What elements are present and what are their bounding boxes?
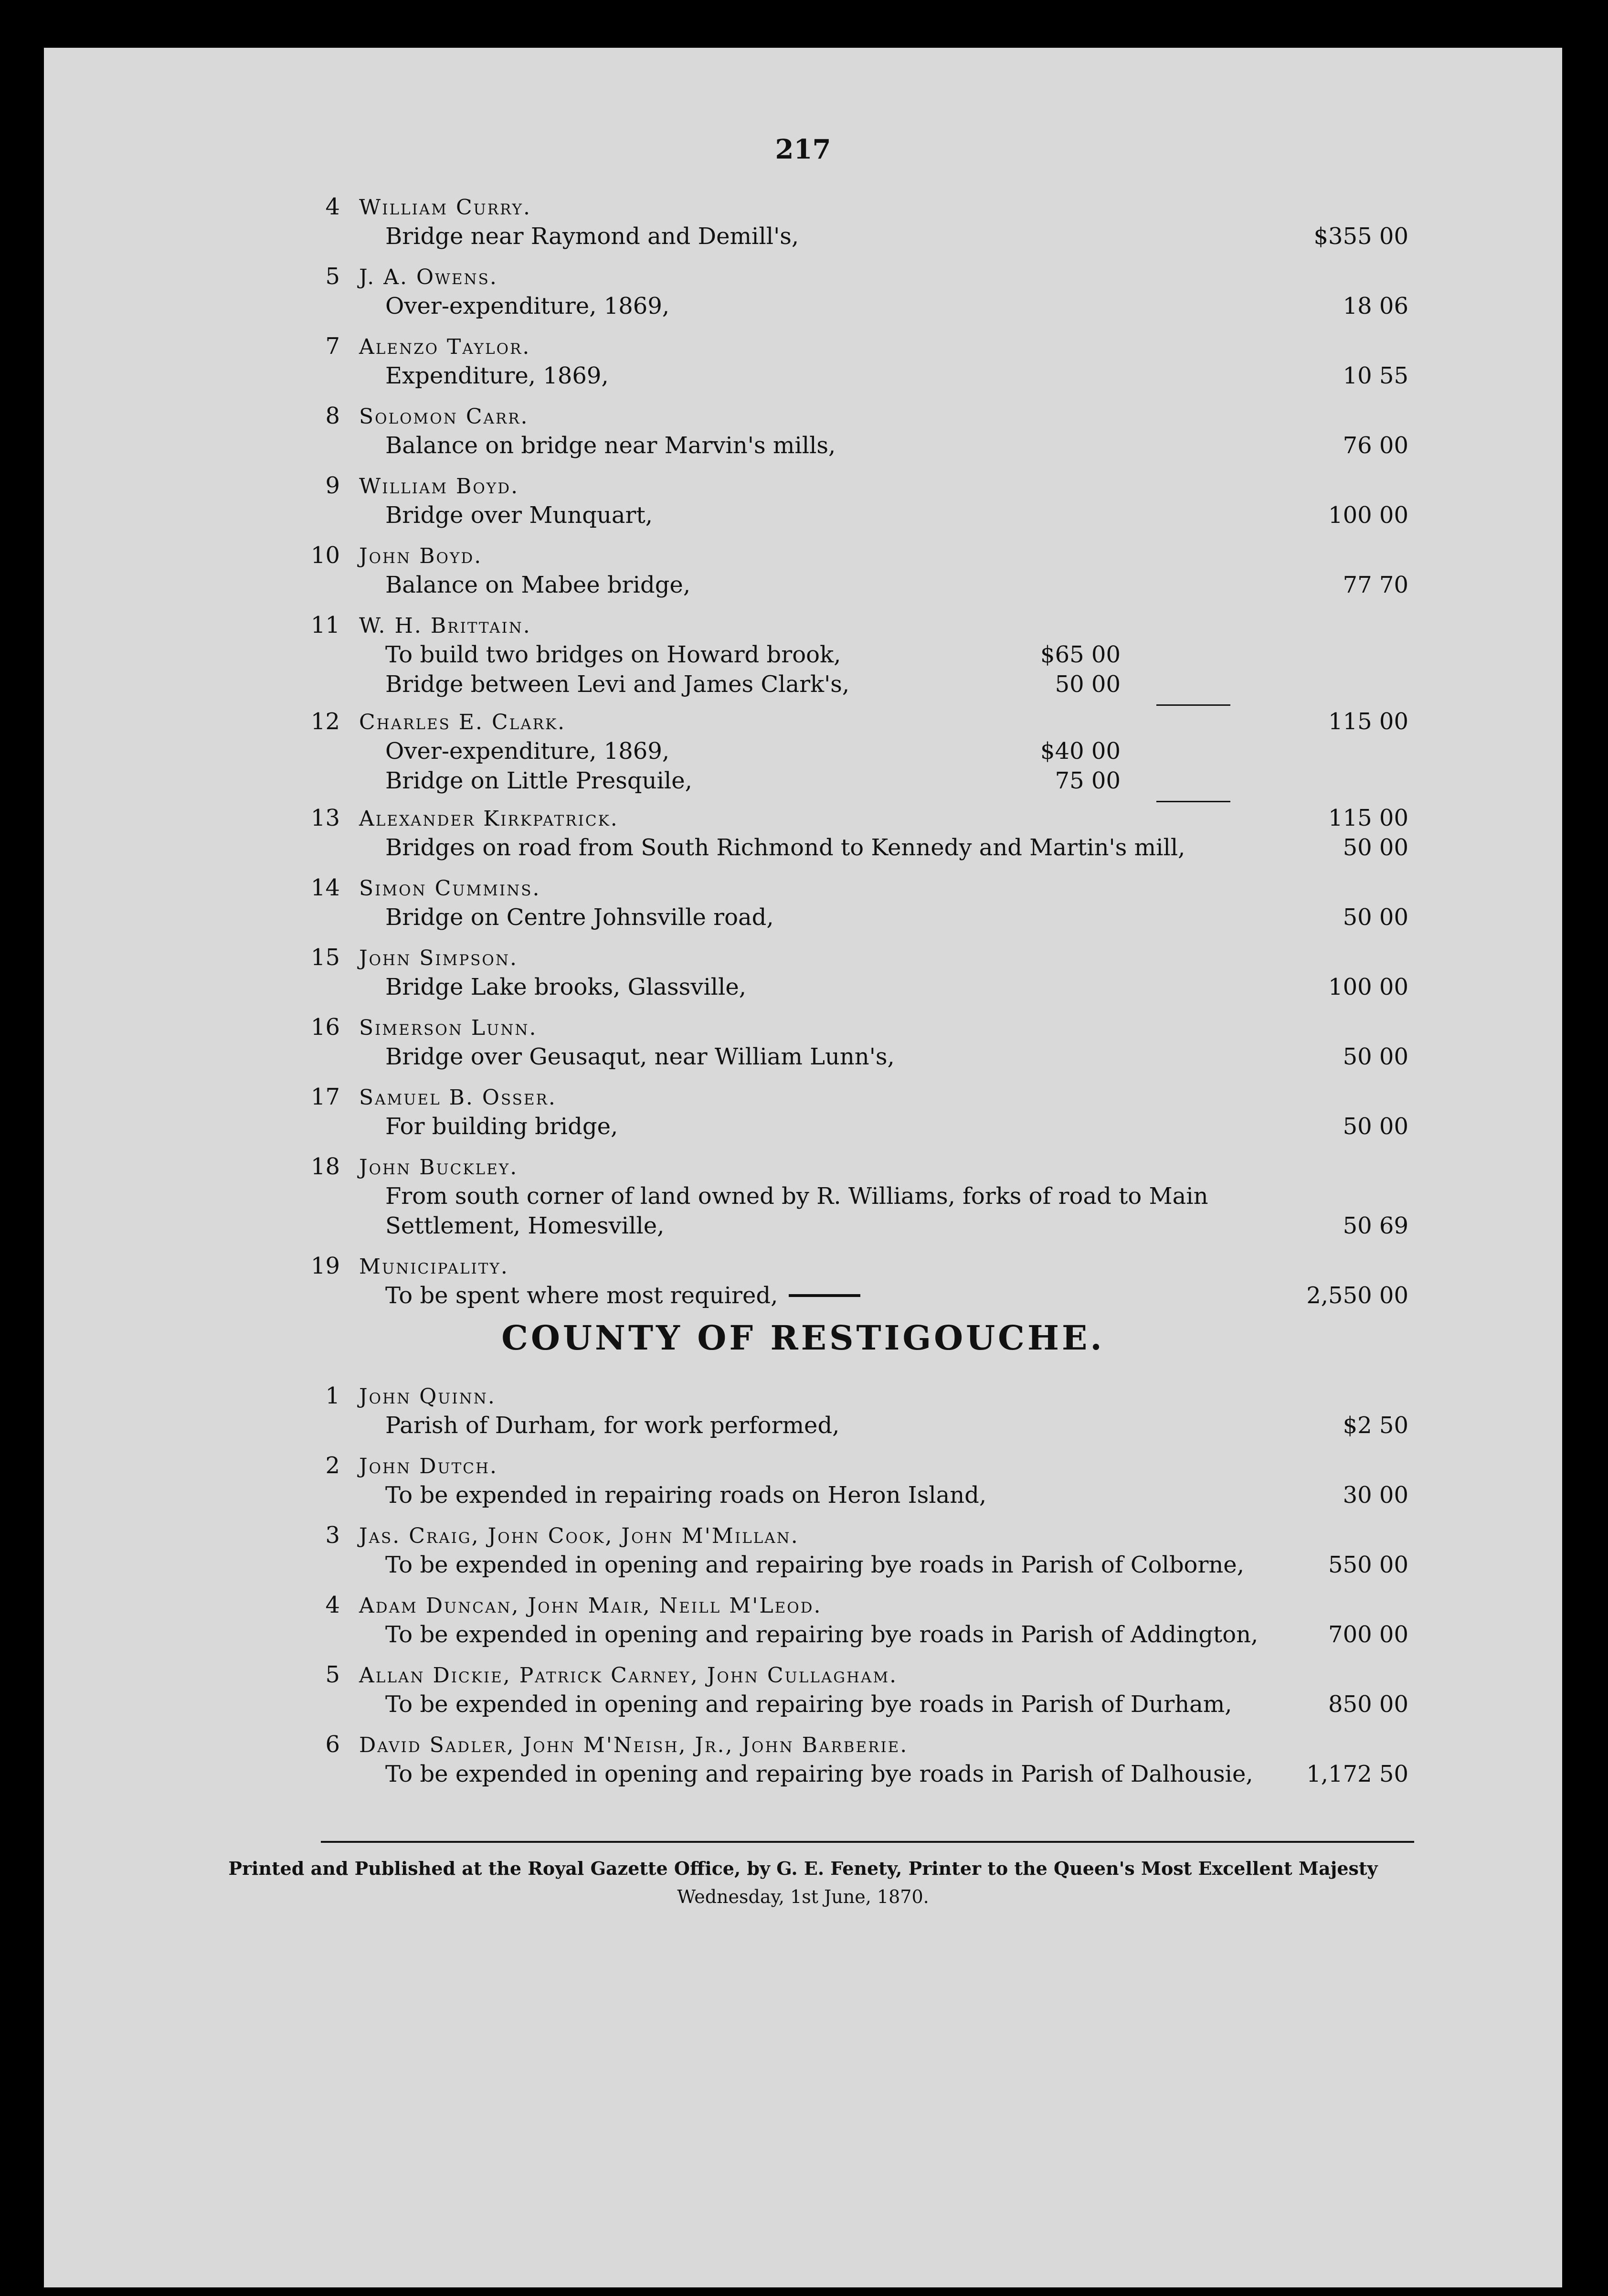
entry-number: 9 <box>325 472 340 499</box>
entry-total: 50 69 <box>1343 1212 1408 1239</box>
entry-name: Municipality. <box>359 1254 509 1279</box>
entry-number: 7 <box>325 333 340 360</box>
entry-number: 10 <box>310 542 340 569</box>
entry-name: Simerson Lunn. <box>359 1016 538 1040</box>
entry-number: 4 <box>325 193 340 220</box>
entry-total: 76 00 <box>1343 432 1408 459</box>
entry-description: Bridge on Little Presquile, <box>385 767 692 794</box>
entry-description: Bridge between Levi and James Clark's, <box>385 671 850 698</box>
entry-description: Bridge near Raymond and Demill's, <box>385 223 799 250</box>
entry-description: Balance on Mabee bridge, <box>385 572 691 598</box>
sub-amount: 50 00 <box>1055 671 1121 698</box>
entry-total: $2 50 <box>1343 1412 1408 1439</box>
entry-total: $355 00 <box>1313 223 1408 250</box>
entry-number: 1 <box>325 1382 340 1409</box>
section-divider <box>789 1294 860 1297</box>
entry-name: David Sadler, John M'Neish, Jr., John Barberie. <box>359 1733 909 1757</box>
entry-total: 30 00 <box>1343 1482 1408 1509</box>
entry-number: 17 <box>310 1084 340 1110</box>
entries-container <box>44 48 1562 2287</box>
entry-description: Balance on bridge near Marvin's mills, <box>385 432 836 459</box>
entry-total: 850 00 <box>1328 1691 1408 1718</box>
entry-name: Allan Dickie, Patrick Carney, John Cullagham. <box>359 1663 898 1688</box>
entry-number: 8 <box>325 403 340 429</box>
entry-name: John Simpson. <box>359 946 518 970</box>
entry-number: 5 <box>325 1661 340 1688</box>
entry-name: John Quinn. <box>359 1384 496 1409</box>
footer-line-2: Wednesday, 1st June, 1870. <box>677 1886 929 1907</box>
entry-number: 11 <box>310 612 340 638</box>
entry-name: W. H. Brittain. <box>359 614 531 638</box>
entry-total: 50 00 <box>1343 834 1408 861</box>
entry-name: J. A. Owens. <box>359 265 498 289</box>
entry-total: 50 00 <box>1343 1113 1408 1140</box>
entry-total: 550 00 <box>1328 1552 1408 1578</box>
entry-total: 50 00 <box>1343 1043 1408 1070</box>
entry-number: 14 <box>310 874 340 901</box>
entry-number: 12 <box>310 708 340 735</box>
entry-name: Charles E. Clark. <box>359 710 566 734</box>
entry-description: To be expended in opening and repairing bye roads in Parish of Colborne, <box>385 1552 1244 1578</box>
entry-name: Adam Duncan, John Mair, Neill M'Leod. <box>359 1594 822 1618</box>
entry-description: From south corner of land owned by R. Williams, forks of road to Main <box>385 1183 1208 1210</box>
entry-name: John Buckley. <box>359 1155 518 1180</box>
entry-description: Bridge over Munquart, <box>385 502 653 529</box>
county-heading: COUNTY OF RESTIGOUCHE. <box>501 1318 1105 1358</box>
document-page <box>44 48 1562 2287</box>
entry-description: To be expended in repairing roads on Heron Island, <box>385 1482 987 1509</box>
entry-description: Over-expenditure, 1869, <box>385 293 670 319</box>
sub-amount: $40 00 <box>1040 738 1121 765</box>
entry-description: Expenditure, 1869, <box>385 362 609 389</box>
entry-total: 115 00 <box>1328 805 1408 831</box>
subtotal-rule <box>1156 704 1230 706</box>
entry-description: Bridge on Centre Johnsville road, <box>385 904 774 931</box>
entry-name: John Boyd. <box>359 544 483 568</box>
entry-name: Solomon Carr. <box>359 404 529 429</box>
entry-description: For building bridge, <box>385 1113 618 1140</box>
entry-total: 77 70 <box>1343 572 1408 598</box>
entry-description: Over-expenditure, 1869, <box>385 738 670 765</box>
entry-description: To be expended in opening and repairing bye roads in Parish of Dalhousie, <box>385 1761 1253 1787</box>
entry-number: 19 <box>310 1253 340 1279</box>
entry-total: 100 00 <box>1328 502 1408 529</box>
entry-total: 115 00 <box>1328 708 1408 735</box>
entry-description: Bridge Lake brooks, Glassville, <box>385 974 747 1000</box>
entry-name: Jas. Craig, John Cook, John M'Millan. <box>359 1524 799 1548</box>
sub-amount: $65 00 <box>1040 641 1121 668</box>
entry-description: Bridge over Geusaqut, near William Lunn's, <box>385 1043 895 1070</box>
entry-number: 16 <box>310 1014 340 1041</box>
entry-name: Samuel B. Osser. <box>359 1085 557 1110</box>
footer-rule <box>321 1841 1414 1843</box>
entry-name: Alexander Kirkpatrick. <box>359 807 619 831</box>
entry-description: Parish of Durham, for work performed, <box>385 1412 840 1439</box>
entry-number: 6 <box>325 1731 340 1758</box>
page-number: 217 <box>775 134 831 165</box>
entry-description: To build two bridges on Howard brook, <box>385 641 841 668</box>
entry-total: 100 00 <box>1328 974 1408 1000</box>
entry-number: 15 <box>310 944 340 971</box>
entry-total: 50 00 <box>1343 904 1408 931</box>
entry-description: Bridges on road from South Richmond to Kennedy and Martin's mill, <box>385 834 1185 861</box>
entry-description: To be expended in opening and repairing bye roads in Parish of Addington, <box>385 1621 1259 1648</box>
entry-name: William Boyd. <box>359 474 519 499</box>
entry-total: 1,172 50 <box>1306 1761 1408 1787</box>
entry-name: Alenzo Taylor. <box>359 335 531 359</box>
entry-description: To be spent where most required, <box>385 1282 778 1309</box>
entry-total: 18 06 <box>1343 293 1408 319</box>
entry-number: 4 <box>325 1592 340 1618</box>
entry-total: 2,550 00 <box>1306 1282 1408 1309</box>
entry-name: John Dutch. <box>359 1454 498 1478</box>
entry-name: William Curry. <box>359 195 531 220</box>
footer-line-1: Printed and Published at the Royal Gazette Office, by G. E. Fenety, Printer to the Queen's Most Excellent Majesty <box>228 1858 1378 1879</box>
entry-description: Settlement, Homesville, <box>385 1212 665 1239</box>
entry-description: To be expended in opening and repairing bye roads in Parish of Durham, <box>385 1691 1232 1718</box>
entry-number: 3 <box>325 1522 340 1549</box>
subtotal-rule <box>1156 801 1230 802</box>
sub-amount: 75 00 <box>1055 767 1121 794</box>
entry-total: 10 55 <box>1343 362 1408 389</box>
entry-number: 18 <box>310 1153 340 1180</box>
entry-total: 700 00 <box>1328 1621 1408 1648</box>
entry-name: Simon Cummins. <box>359 876 541 901</box>
entry-number: 13 <box>310 805 340 831</box>
entry-number: 5 <box>325 263 340 290</box>
entry-number: 2 <box>325 1452 340 1479</box>
